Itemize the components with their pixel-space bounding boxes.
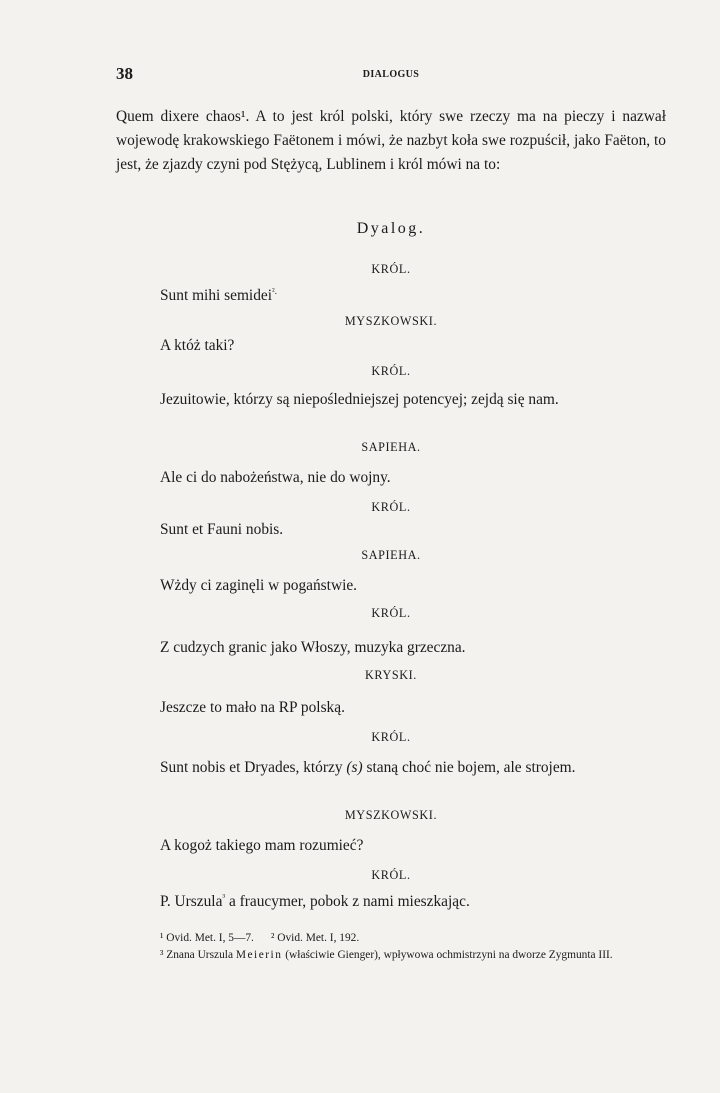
- footnote-3-text: ³ Znana Urszula: [160, 949, 236, 961]
- footnote-3-text: (właściwie Gienger), wpływowa ochmistrzyni na dworze Zygmunta III.: [282, 949, 613, 961]
- speech-text: Sunt nobis et Dryades, którzy: [160, 759, 343, 776]
- footnote-3-name: Meierin: [235, 949, 283, 961]
- footnote-line: [116, 930, 666, 947]
- speech-line: Z cudzych granic jako Włoszy, muzyka grzeczna.: [160, 639, 466, 656]
- speaker-label: KRÓL.: [371, 730, 411, 744]
- speech-text: Sunt mihi semidei: [160, 287, 273, 304]
- speaker-label: KRÓL.: [371, 364, 411, 378]
- speaker-label: KRÓL.: [371, 262, 411, 276]
- speech-line: Sunt et Fauni nobis.: [160, 521, 284, 538]
- speech-line: A kogoż takiego mam rozumieć?: [160, 837, 364, 854]
- dialogue-title: Dyalog.: [356, 220, 426, 237]
- speech-line: Wżdy ci zaginęli w pogaństwie.: [160, 577, 358, 594]
- speech-line: Jezuitowie, którzy są niepośledniejszej potencyej; zejdą się nam.: [160, 391, 559, 408]
- speaker-label: KRYSKI.: [365, 668, 417, 682]
- page-number: 38: [116, 64, 133, 83]
- speaker-label: KRÓL.: [371, 606, 411, 620]
- footnote-divider: [116, 913, 666, 914]
- page-header: [116, 64, 666, 88]
- speech-line: [116, 284, 666, 308]
- speaker-label: KRÓL.: [371, 500, 411, 514]
- intro-paragraph: Quem dixere chaos¹. A to jest król polski, który swe rzeczy ma na pieczy i nazwał wojewodę krakowskiego Faëtonem i mówi, że nazbyt koła swe rozpuścił, jako Faëton, to jest, że zjazdy czyni pod Stężycą, Lublinem i król mówi na to:: [116, 108, 666, 173]
- speech-line: Jeszcze to mało na RP polską.: [160, 699, 345, 716]
- footnotes: [116, 930, 666, 964]
- footnote-ref: ².: [272, 285, 277, 296]
- speech-line: [116, 756, 666, 780]
- speech-line: [116, 890, 666, 914]
- speech-line: A któż taki?: [160, 337, 235, 354]
- speech-text: staną choć nie bojem, ale strojem.: [366, 759, 576, 776]
- speaker-label: SAPIEHA.: [361, 440, 421, 454]
- footnote-2: ² Ovid. Met. I, 192.: [271, 932, 360, 944]
- footnote-1: ¹ Ovid. Met. I, 5—7.: [160, 932, 254, 944]
- speech-text: a fraucymer, pobok z nami mieszkając.: [225, 893, 470, 910]
- footnote-3: [116, 947, 666, 964]
- speaker-label: KRÓL.: [371, 868, 411, 882]
- speaker-label: SAPIEHA.: [361, 548, 421, 562]
- editorial-emendation: (s): [346, 759, 363, 776]
- speaker-label: MYSZKOWSKI.: [344, 314, 438, 328]
- speech-text: P. Urszula: [160, 893, 223, 910]
- footnote-ref: ³: [222, 891, 226, 902]
- speaker-label: MYSZKOWSKI.: [344, 808, 438, 822]
- speech-line: Ale ci do nabożeństwa, nie do wojny.: [160, 469, 391, 486]
- running-head: DIALOGUS: [362, 69, 420, 80]
